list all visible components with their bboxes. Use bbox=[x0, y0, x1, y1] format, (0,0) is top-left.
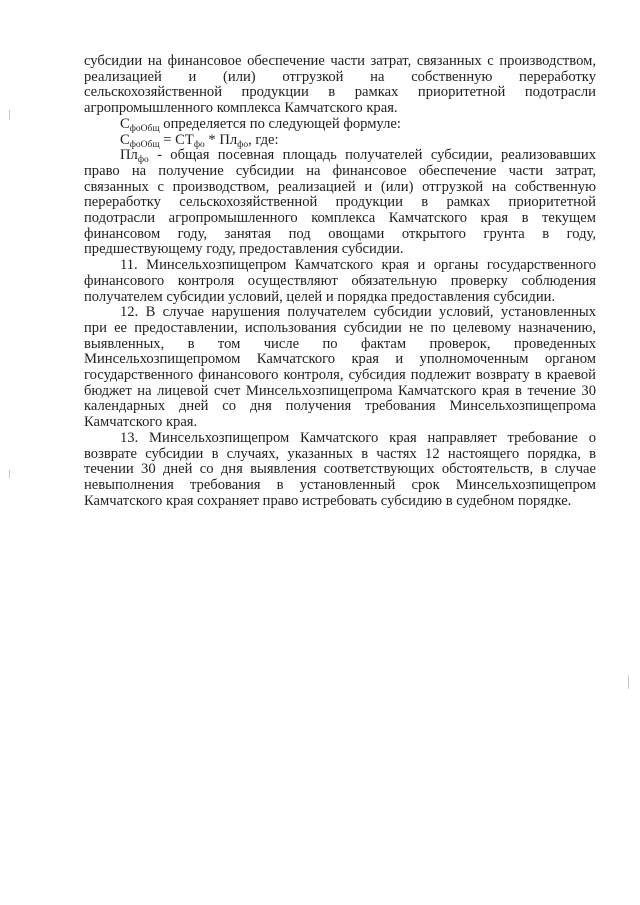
definition-symbol: Пл bbox=[120, 147, 138, 164]
paragraph-11: 11. Минсельхозпищепром Камчатского края и органы государственного финансового контроля осуществляют обязательную проверку соблюдения получателем субсидии условий, целей и порядка предоставления субсидии. bbox=[84, 257, 596, 305]
definition-subscript: фо bbox=[137, 155, 149, 166]
formula-tail: , где: bbox=[248, 131, 279, 148]
formula-mul: * Пл bbox=[204, 131, 238, 148]
scan-mark-left-lower bbox=[9, 470, 10, 478]
formula-lhs: С bbox=[120, 131, 130, 148]
scan-mark-left bbox=[9, 110, 10, 120]
document-body bbox=[84, 54, 596, 509]
formula-eq: = СТ bbox=[159, 131, 194, 148]
formula-lhs-subscript: фоОбщ bbox=[129, 139, 160, 150]
paragraph-13: 13. Минсельхозпищепром Камчатского края направляет требование о возврате субсидии в случаях, указанных в частях 12 настоящего порядка, в течении 30 дней со дня выявления соответствующих обстоятельств, в случае невыполнения требования в установленный срок Минсельхозпищепром Камчатского края сохраняет право истребовать субсидию в судебном порядке. bbox=[84, 429, 596, 509]
formula-intro-subscript: фоОбщ bbox=[129, 123, 160, 134]
definition-text: - общая посевная площадь получателей субсидии, реализовавших право на получение субсидии на финансовое обеспечение части затрат, связанных с производством, реализацией и (или) отгрузкой на собственную переработку сельскохозяйственной продукции в рамках приоритетной подотрасли агропромышленного комплекса Камчатского края в текущем финансовом году, занятая под овощами открытого грунта в году, предшествующему году, предоставления субсидии. bbox=[84, 147, 596, 258]
scan-mark-right bbox=[628, 675, 629, 689]
formula-intro-symbol: С bbox=[120, 115, 130, 132]
formula-intro-text: определяется по следующей формуле: bbox=[159, 115, 401, 132]
paragraph-intro: субсидии на финансовое обеспечение части затрат, связанных с производством, реализацией и (или) отгрузкой на собственную переработку сельскохозяйственной продукции в рамках приоритетной подотрасли агропромышленного комплекса Камчатского края. bbox=[84, 53, 596, 117]
paragraph-definition bbox=[84, 148, 596, 258]
formula-line bbox=[84, 133, 596, 149]
formula-intro bbox=[84, 117, 596, 133]
paragraph-12: 12. В случае нарушения получателем субсидии условий, установленных при ее предоставлении, использования субсидии не по целевому назначению, выявленных, в том числе по фактам проверок, проведенных Минсельхозпищепромом Камчатского края и уполномоченным органом государственного финансового контроля, субсидия подлежит возврату в краевой бюджет на лицевой счет Минсельхозпищепрома Камчатского края в течение 30 календарных дней со дня получения требования Минсельхозпищепрома Камчатского края. bbox=[84, 304, 596, 431]
formula-ct-subscript: фо bbox=[193, 139, 205, 150]
formula-pl-subscript: фо bbox=[237, 139, 249, 150]
